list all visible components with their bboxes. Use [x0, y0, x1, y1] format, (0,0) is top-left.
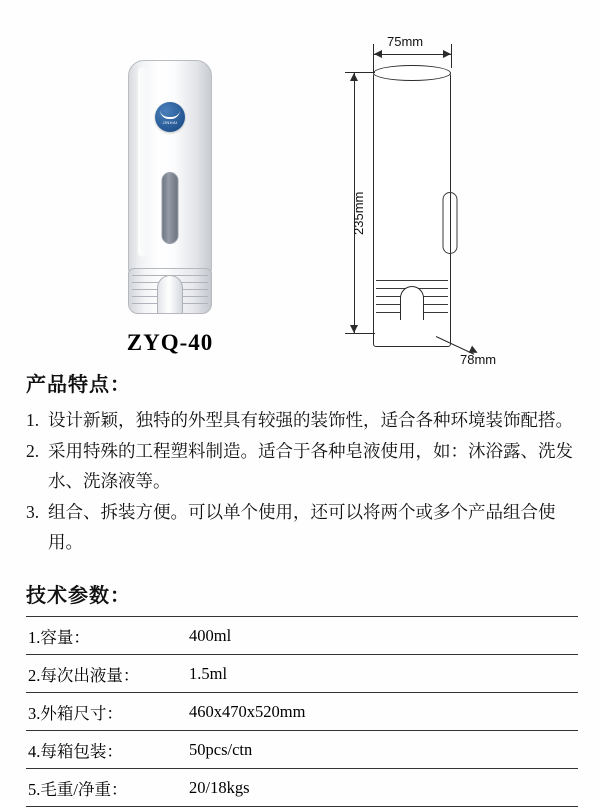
dispenser-level-window — [162, 172, 179, 244]
brand-logo — [155, 102, 185, 132]
table-row — [26, 731, 578, 769]
height-arrow-down-icon — [350, 325, 358, 333]
height-dimension-text: 235mm — [351, 191, 366, 235]
feature-text: 设计新颖，独特的外型具有较强的装饰性，适合各种环境装饰配搭。 — [48, 410, 573, 430]
spec-label: 5.毛重/净重： — [26, 769, 185, 807]
width-dimension-text: 75mm — [387, 34, 424, 49]
table-row — [26, 655, 578, 693]
specs-title: 技术参数： — [26, 585, 131, 607]
list-item — [26, 405, 578, 435]
logo-text: JINHAI — [162, 119, 178, 125]
features-list — [26, 405, 578, 557]
depth-dimension-text: 78mm — [460, 352, 497, 367]
features-title: 产品特点： — [26, 374, 131, 396]
width-extension-right — [451, 44, 452, 68]
feature-text: 组合、拆装方便。可以单个使用，还可以将两个或多个产品组合使用。 — [48, 502, 556, 552]
feature-text: 采用特殊的工程塑料制造。适合于各种皂液使用，如：沐浴露、洗发水、洗涤液等。 — [48, 441, 573, 491]
spec-value: 50pcs/ctn — [185, 731, 578, 769]
list-item — [26, 436, 578, 496]
spec-value: 1.5ml — [185, 655, 578, 693]
spec-value: 20/18kgs — [185, 769, 578, 807]
list-item — [26, 497, 578, 557]
width-dimension-line — [373, 54, 451, 55]
width-extension-left — [373, 44, 374, 72]
width-arrow-right-icon — [443, 50, 451, 58]
product-illustration-area — [0, 0, 600, 367]
dispenser-nozzle — [157, 275, 183, 313]
text-content — [26, 368, 578, 807]
dispenser-photo — [128, 60, 212, 310]
spec-label: 3.外箱尺寸： — [26, 693, 185, 731]
model-label: ZYQ-40 — [126, 330, 214, 355]
dispenser-base — [128, 268, 212, 314]
feature-number: 2. — [26, 441, 40, 461]
feature-number: 3. — [26, 502, 40, 522]
spec-value: 400ml — [185, 617, 578, 655]
table-row — [26, 693, 578, 731]
spec-label: 1.容量： — [26, 617, 185, 655]
height-extension-bottom — [345, 333, 375, 334]
height-arrow-up-icon — [350, 73, 358, 81]
width-arrow-left-icon — [374, 50, 382, 58]
spec-value: 460x470x520mm — [185, 693, 578, 731]
drawing-top-curve — [373, 65, 451, 81]
table-row — [26, 769, 578, 807]
drawing-nozzle — [400, 286, 424, 320]
specs-table — [26, 616, 578, 807]
table-row — [26, 617, 578, 655]
drawing-base-ribs — [376, 280, 448, 320]
feature-number: 1. — [26, 410, 40, 430]
technical-drawing — [340, 34, 560, 367]
spec-label: 2.每次出液量： — [26, 655, 185, 693]
spec-label: 4.每箱包装： — [26, 731, 185, 769]
logo-swoosh-icon — [160, 110, 180, 119]
drawing-level-window — [443, 192, 458, 254]
